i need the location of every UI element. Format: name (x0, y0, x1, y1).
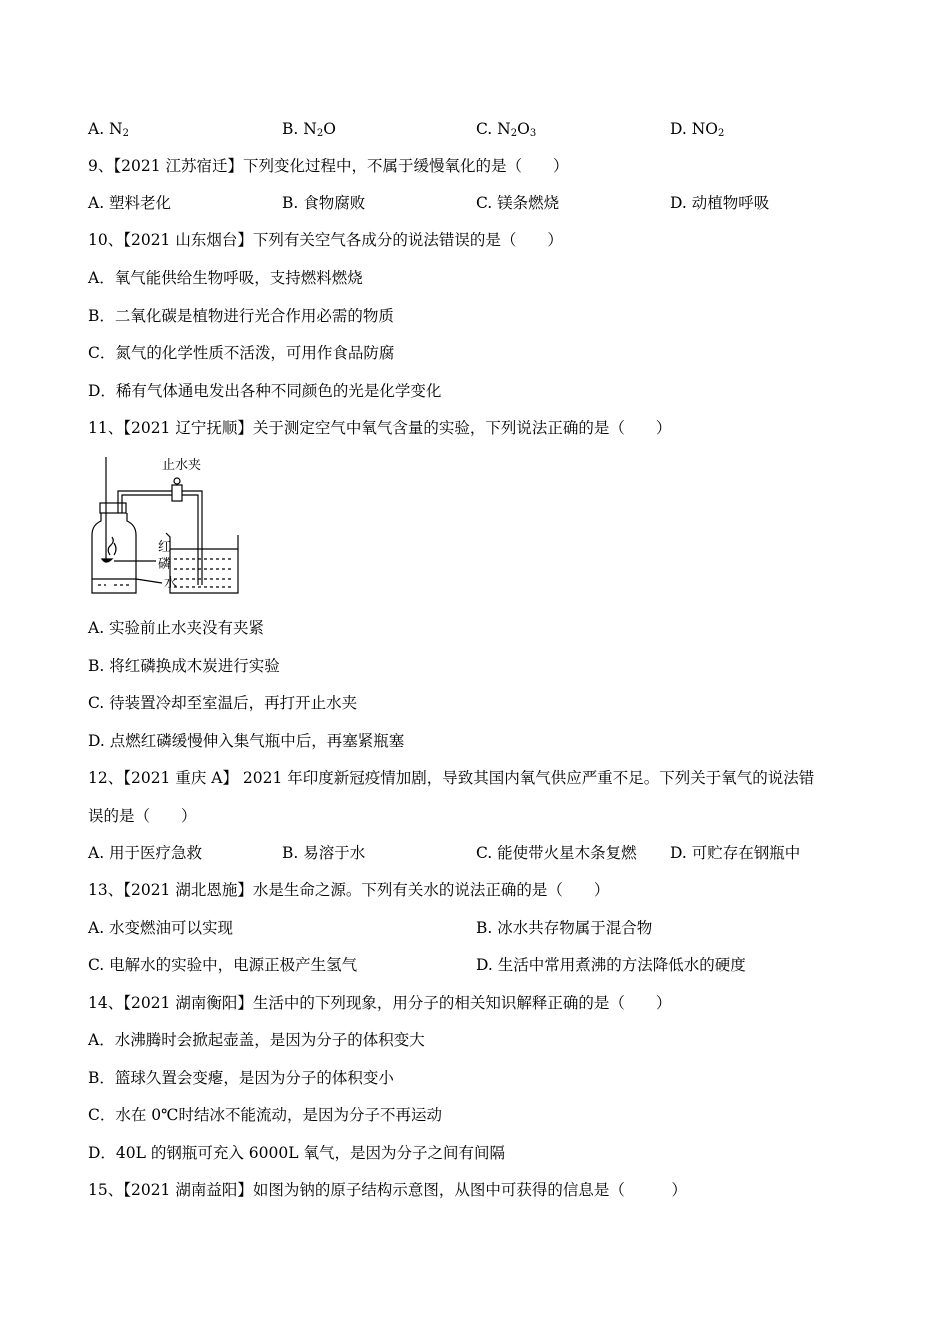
q10-option-c: C．氮气的化学性质不活泼，可用作食品防腐 (88, 344, 395, 362)
q10-stem: 10、【2021 山东烟台】下列有关空气各成分的说法错误的是（ ） (88, 231, 563, 249)
q9-stem: 9、【2021 江苏宿迁】下列变化过程中，不属于缓慢氧化的是（ ） (88, 157, 569, 175)
q14-option-a: A．水沸腾时会掀起壶盖，是因为分子的体积变大 (88, 1031, 425, 1049)
water-clamp (172, 485, 182, 501)
q12-option-a: A. 用于医疗急救 (88, 844, 203, 862)
q10-option-a: A．氧气能供给生物呼吸，支持燃料燃烧 (88, 269, 363, 287)
q10-option-d: D．稀有气体通电发出各种不同颜色的光是化学变化 (88, 382, 442, 400)
label-water: 水 (164, 576, 178, 591)
q11-option-c: C. 待装置冷却至室温后，再打开止水夹 (88, 694, 358, 712)
q11-option-d: D. 点燃红磷缓慢伸入集气瓶中后，再塞紧瓶塞 (88, 732, 405, 750)
q13-option-d: D. 生活中常用煮沸的方法降低水的硬度 (476, 956, 746, 974)
q13-option-a: A. 水变燃油可以实现 (88, 919, 234, 937)
q14-option-c: C．水在 0℃时结冰不能流动，是因为分子不再运动 (88, 1106, 442, 1124)
q14-option-d: D．40L 的钢瓶可充入 6000L 氧气，是因为分子之间有间隔 (88, 1144, 505, 1162)
q9-option-b: B. 食物腐败 (282, 194, 366, 212)
label-clamp: 止水夹 (162, 458, 202, 473)
q11-stem: 11、【2021 辽宁抚顺】关于测定空气中氧气含量的实验，下列说法正确的是（ ） (88, 419, 672, 437)
q8-option-c: C. $N_2O_3$ (476, 120, 537, 139)
q8-option-d: D. $NO_2$ (670, 120, 725, 139)
q12-option-d: D. 可贮存在钢瓶中 (670, 844, 801, 862)
q11-option-a: A. 实验前止水夹没有夹紧 (88, 619, 265, 637)
q13-option-c: C. 电解水的实验中，电源正极产生氢气 (88, 956, 358, 974)
q13-option-b: B. 冰水共存物属于混合物 (476, 919, 653, 937)
q14-option-b: B．篮球久置会变瘪，是因为分子的体积变小 (88, 1069, 394, 1087)
q9-option-a: A. 塑料老化 (88, 194, 172, 212)
q8-option-b: B. $N_2O$ (282, 120, 336, 139)
q9-option-d: D. 动植物呼吸 (670, 194, 770, 212)
apparatus-diagram (88, 455, 248, 597)
gas-bottle (92, 513, 136, 593)
label-phosphorus-2: 磷 (158, 557, 172, 572)
q12-option-b: B. 易溶于水 (282, 844, 366, 862)
label-phosphorus-1: 红 (158, 540, 172, 555)
phosphorus-spoon (102, 559, 112, 562)
q10-option-b: B．二氧化碳是植物进行光合作用必需的物质 (88, 307, 394, 325)
q12-option-c: C. 能使带火星木条复燃 (476, 844, 637, 862)
q14-stem: 14、【2021 湖南衡阳】生活中的下列现象，用分子的相关知识解释正确的是（ ） (88, 994, 672, 1012)
q15-stem: 15、【2021 湖南益阳】如图为钠的原子结构示意图，从图中可获得的信息是（ ） (88, 1181, 687, 1199)
q8-option-a: A. $N_2$ (88, 120, 129, 139)
q11-option-b: B. 将红磷换成木炭进行实验 (88, 657, 280, 675)
q12-stem-line2: 误的是（ ） (88, 807, 197, 825)
q12-stem-line1: 12、【2021 重庆 A】 2021 年印度新冠疫情加剧，导致其国内氧气供应严重不足。下列关于氧气的说法错 (88, 769, 815, 787)
q13-stem: 13、【2021 湖北恩施】水是生命之源。下列有关水的说法正确的是（ ） (88, 881, 610, 899)
q9-option-c: C. 镁条燃烧 (476, 194, 560, 212)
